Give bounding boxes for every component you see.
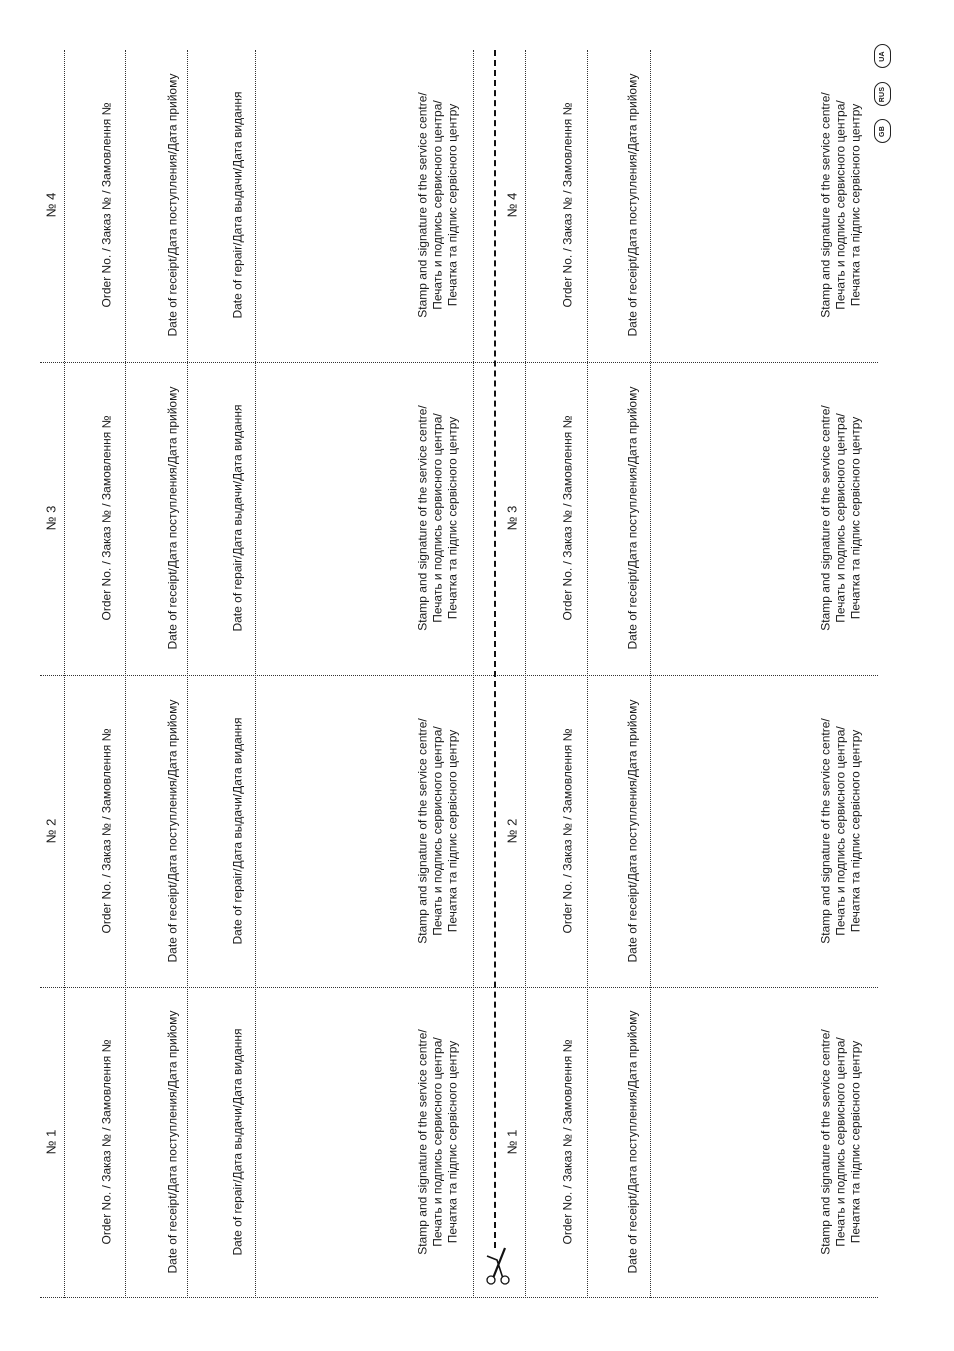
coupon-divider: [40, 675, 878, 676]
receipt-date-label: Date of receipt/Дата поступления/Дата прийому: [625, 699, 640, 963]
order-number-label: Order No. / Заказ № / Замовлення №: [99, 415, 114, 621]
repair-date-label: Date of repair/Дата выдачи/Дата видання: [230, 1028, 245, 1256]
row-divider: [473, 50, 474, 1298]
coupon-divider: [40, 1297, 878, 1298]
receipt-date-label: Date of receipt/Дата поступления/Дата прийому: [165, 1010, 180, 1274]
language-badge-gb: GB: [874, 119, 891, 143]
stamp-signature-label: Stamp and signature of the service centre/ Печать и подпись сервисного центра/ Печатка та підпис сервісного центру: [818, 1029, 863, 1255]
coupon-number: № 3: [504, 505, 520, 531]
coupon-divider: [40, 987, 878, 988]
row-divider: [525, 50, 526, 1298]
row-divider: [650, 50, 651, 1298]
receipt-date-label: Date of receipt/Дата поступления/Дата прийому: [625, 73, 640, 337]
stamp-signature-label: Stamp and signature of the service centre/ Печать и подпись сервисного центра/ Печатка та підпис сервісного центру: [415, 92, 460, 318]
language-badge-rus: RUS: [874, 82, 891, 106]
order-number-label: Order No. / Заказ № / Замовлення №: [560, 102, 575, 308]
coupon-number: № 1: [504, 1129, 520, 1155]
stamp-signature-label: Stamp and signature of the service centre/ Печать и подпись сервисного центра/ Печатка та підпис сервісного центру: [415, 718, 460, 944]
order-number-label: Order No. / Заказ № / Замовлення №: [560, 1039, 575, 1245]
row-divider: [64, 50, 65, 1298]
repair-date-label: Date of repair/Дата выдачи/Дата видання: [230, 717, 245, 945]
coupon-divider: [40, 362, 878, 363]
scissors-icon: [483, 1246, 517, 1286]
cut-line: [494, 50, 496, 1248]
repair-date-label: Date of repair/Дата выдачи/Дата видання: [230, 404, 245, 632]
coupon-number: № 2: [504, 818, 520, 844]
coupon-number: № 4: [43, 192, 59, 218]
receipt-date-label: Date of receipt/Дата поступления/Дата прийому: [625, 386, 640, 650]
row-divider: [125, 50, 126, 1298]
language-badges: [870, 40, 900, 150]
coupon-number: № 2: [43, 818, 59, 844]
receipt-date-label: Date of receipt/Дата поступления/Дата прийому: [165, 73, 180, 337]
coupon-number: № 4: [504, 192, 520, 218]
receipt-date-label: Date of receipt/Дата поступления/Дата прийому: [625, 1010, 640, 1274]
row-divider: [255, 50, 256, 1298]
stamp-signature-label: Stamp and signature of the service centre/ Печать и подпись сервисного центра/ Печатка та підпис сервісного центру: [818, 405, 863, 631]
order-number-label: Order No. / Заказ № / Замовлення №: [99, 102, 114, 308]
language-badge-ua: UA: [874, 44, 891, 68]
receipt-date-label: Date of receipt/Дата поступления/Дата прийому: [165, 386, 180, 650]
stamp-signature-label: Stamp and signature of the service centre/ Печать и подпись сервисного центра/ Печатка та підпис сервісного центру: [415, 1029, 460, 1255]
row-divider: [187, 50, 188, 1298]
order-number-label: Order No. / Заказ № / Замовлення №: [560, 728, 575, 934]
repair-date-label: Date of repair/Дата выдачи/Дата видання: [230, 91, 245, 319]
order-number-label: Order No. / Заказ № / Замовлення №: [560, 415, 575, 621]
stamp-signature-label: Stamp and signature of the service centre/ Печать и подпись сервисного центра/ Печатка та підпис сервісного центру: [415, 405, 460, 631]
stamp-signature-label: Stamp and signature of the service centre/ Печать и подпись сервисного центра/ Печатка та підпис сервісного центру: [818, 92, 863, 318]
receipt-date-label: Date of receipt/Дата поступления/Дата прийому: [165, 699, 180, 963]
order-number-label: Order No. / Заказ № / Замовлення №: [99, 1039, 114, 1245]
coupon-number: № 1: [43, 1129, 59, 1155]
coupon-number: № 3: [43, 505, 59, 531]
order-number-label: Order No. / Заказ № / Замовлення №: [99, 728, 114, 934]
row-divider: [587, 50, 588, 1298]
stamp-signature-label: Stamp and signature of the service centre/ Печать и подпись сервисного центра/ Печатка та підпис сервісного центру: [818, 718, 863, 944]
